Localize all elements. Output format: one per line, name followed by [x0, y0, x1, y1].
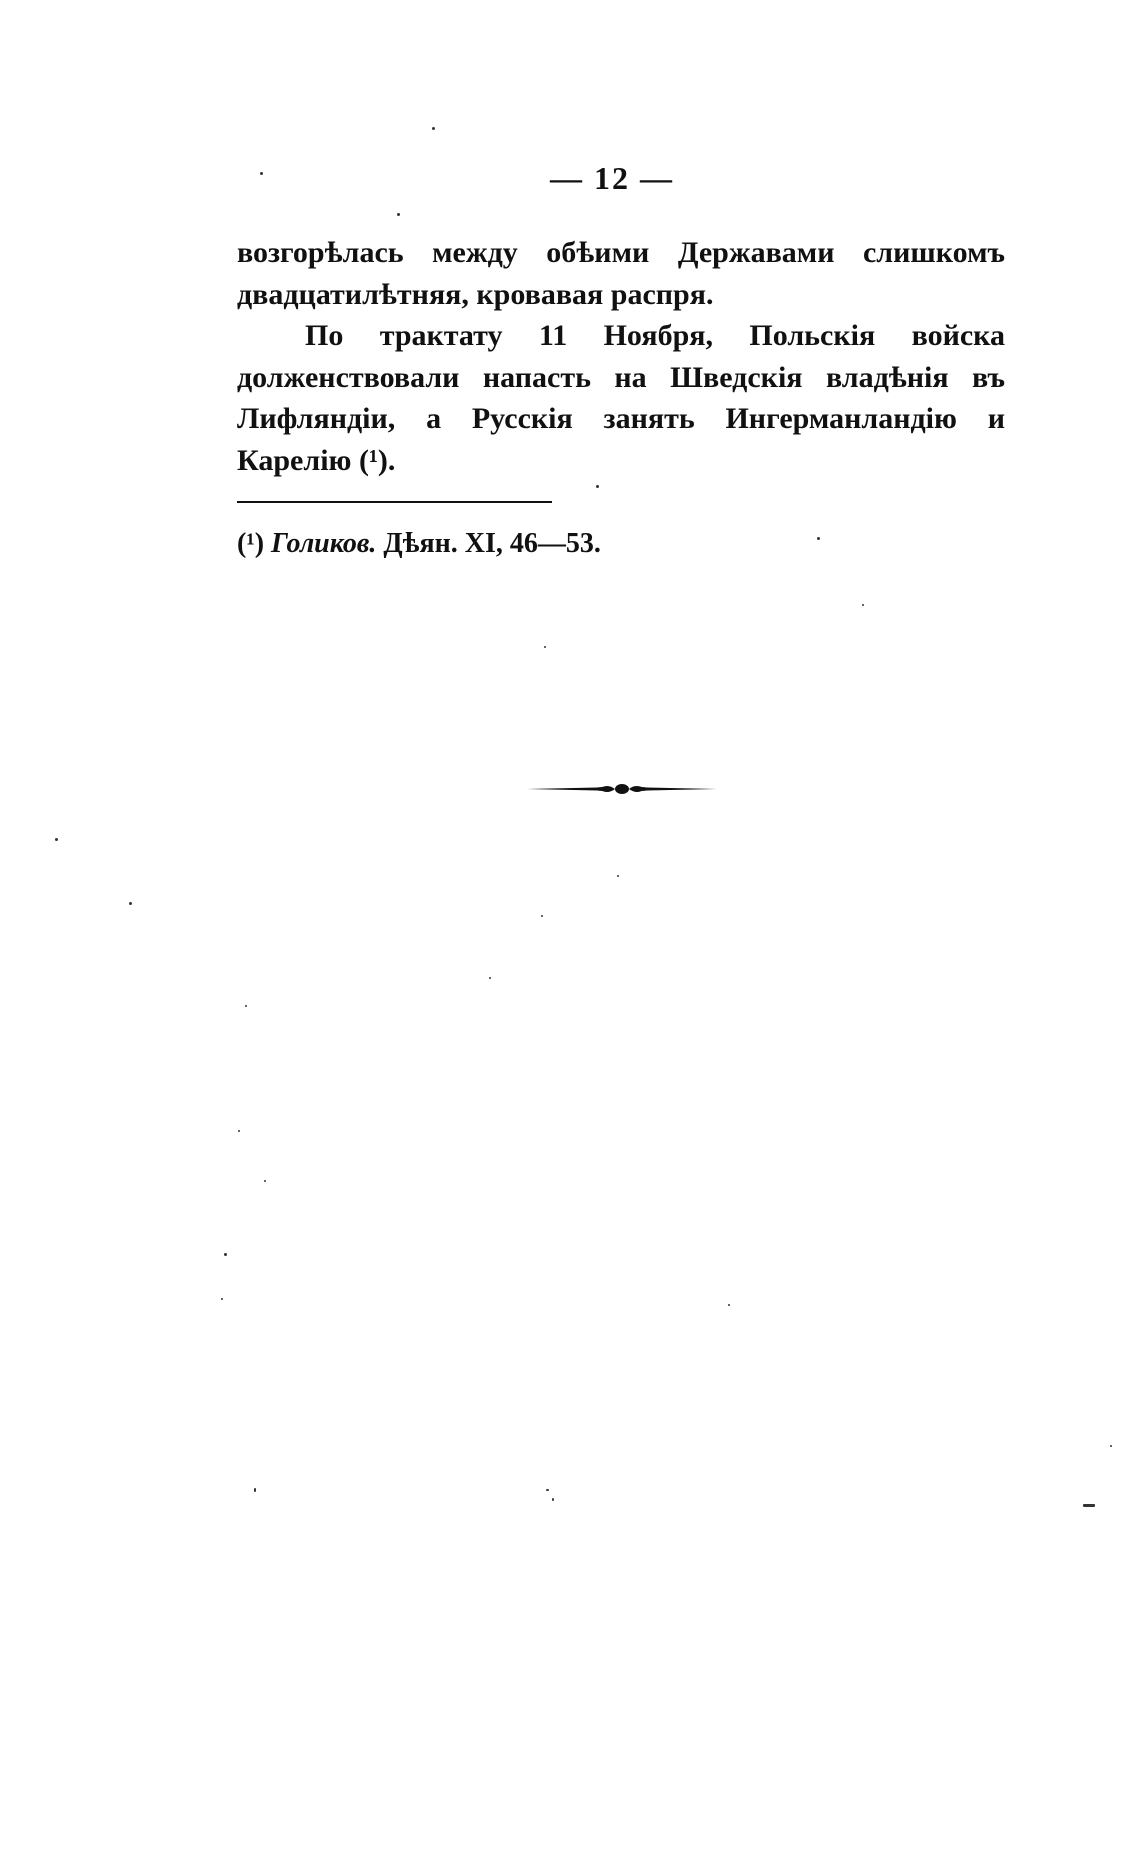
footnote-rule [237, 501, 552, 503]
scan-speck [224, 1253, 227, 1256]
scan-speck [397, 213, 400, 216]
footnote-reference: Дѣян. XI, 46—53. [383, 528, 601, 559]
scan-speck [1110, 1445, 1112, 1447]
scan-speck [817, 537, 820, 540]
scan-speck [617, 875, 619, 877]
scan-speck [238, 1130, 240, 1132]
scan-speck [55, 838, 58, 841]
scan-speck [264, 1180, 266, 1182]
scan-speck [1083, 1504, 1095, 1507]
footnote-marker: (¹) [237, 528, 265, 559]
scan-speck [245, 1005, 247, 1007]
paragraph: возгорѣлась между обѣими Державами слишкомъ двадцатилѣтняя, кровавая распря. [237, 236, 1005, 311]
ornament-divider [527, 779, 717, 799]
scan-speck [221, 1298, 223, 1300]
scan-speck [254, 1488, 256, 1492]
footnote-author: Голиков. [271, 528, 377, 559]
scan-speck [596, 485, 599, 488]
body-text [237, 232, 1005, 481]
scan-speck [432, 127, 435, 130]
scan-speck [544, 646, 546, 648]
page-number: — 12 — [550, 160, 674, 196]
scan-speck [489, 977, 491, 979]
scan-speck [260, 172, 263, 175]
footnote [237, 528, 601, 560]
scan-speck [541, 915, 543, 917]
scan-speck [546, 1489, 549, 1491]
scan-speck [129, 902, 132, 905]
scan-speck [728, 1304, 730, 1306]
scan-speck [552, 1498, 554, 1501]
paragraph: По трактату 11 Ноября, Польскія войска долженствовали напасть на Шведскія владѣнія въ Лифляндіи, а Русскія занять Ингерманландію и Карелію (¹). [237, 319, 1005, 477]
scan-speck [862, 604, 864, 606]
